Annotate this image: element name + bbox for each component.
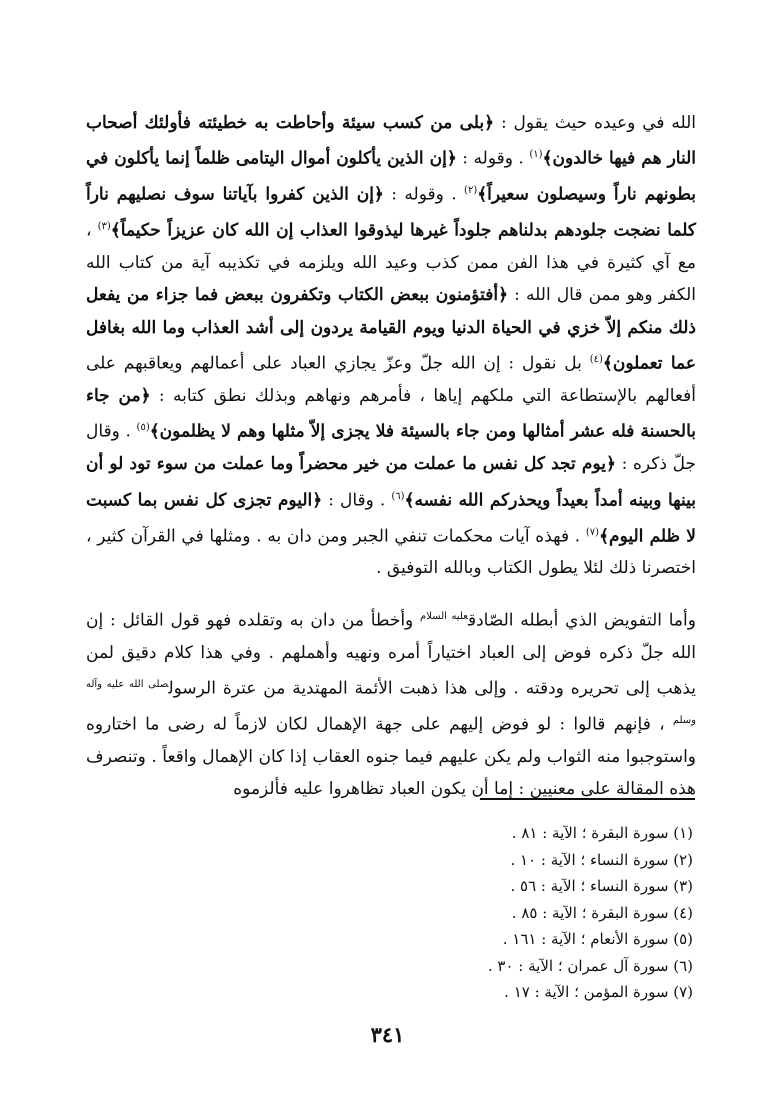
body-paragraph-2 [86,601,696,806]
footnote-5: (٥) سورة الأنعام ؛ الآية : ١٦١ . [502,930,693,948]
footnotes-list [353,820,693,1006]
footnote-3: (٣) سورة النساء ؛ الآية : ٥٦ . [510,877,693,895]
footnote-marker: صلى الله عليه وآله وسلم [86,679,696,727]
text-run: . وقوله : [456,148,530,169]
footnote-marker: (٤) [589,354,603,366]
quran-verse: ﴿يوم تجد كل نفس ما عملت من خير محضراً وما عملت من سوء تود لو أن بينها وبينه أمداً بعيداً ويحذركم الله نفسه﴾ [86,454,696,511]
quran-verse: ﴿بلى من كسب سيئة وأحاطت به خطيئته فأولئك أصحاب النار هم فيها خالدون﴾ [86,113,696,169]
footnote-marker: (٦) [391,490,405,502]
quran-verse: ﴿أفتؤمنون ببعض الكتاب وتكفرون ببعض فما جزاء من يفعل ذلك منكم إلاّ خزي في الحياة الدنيا ويوم القيامة يردون إلى أشد العذاب وما الله بغافل عما تعملون﴾ [86,285,696,374]
footnote-marker: عليه السلام [420,611,468,622]
text-run: . وقال : [322,490,392,511]
quran-verse: ﴿من جاء بالحسنة فله عشر أمثالها ومن جاء بالسيئة فلا يجزى إلاّ مثلها وهم لا يظلمون﴾ [86,386,696,442]
footnote-marker: (٥) [136,422,150,434]
footnote-7: (٧) سورة المؤمن ؛ الآية : ١٧ . [504,983,693,1001]
footnote-4: (٤) سورة البقرة ؛ الآية : ٨٥ . [511,903,693,922]
text-run: الله في وعيده حيث يقول : [494,113,696,133]
text-run: وأما التفويض الذي أبطله الصّادق [467,610,696,631]
quran-verse: ﴿إن الذين كفروا بآياتنا سوف نصليهم ناراً كلما نضجت جلودهم بدلناهم جلوداً غيرها ليذوقوا العذاب إن الله كان عزيزاً حكيماً﴾ [86,184,696,241]
text-run: وأخطأ من دان به وتقلده فهو قول القائل : إن الله جلّ ذكره فوض إلى العباد اختياراً أمره ونهيه وأهملهم . وفي هذا كلام دقيق لمن يذهب إلى تحريره ودقته . وإلى هذا ذهبت الأئمة المهتدية من عترة الرسول [86,610,696,699]
footnote-6: (٦) سورة آل عمران ؛ الآية : ٣٠ . [487,956,693,975]
body-paragraph-1 [86,107,696,585]
text-run: بل نقول : إن الله جلّ وعزّ يجازي العباد على أعمالهم ويعاقبهم على أفعالهم بالإستطاعة التي ملكهم إياها ، فأمرهم ونهاهم وبذلك نطق كتابه : [86,353,696,406]
footnote-divider [480,798,695,800]
footnote-1: (١) سورة البقرة ؛ الآية : ٨١ . [511,824,693,842]
text-run: . فهذه آيات محكمات تنفي الجبر ومن دان به . ومثلها في القرآن كثير ، اختصرنا ذلك لئلا يطول الكتاب وبالله التوفيق . [86,526,696,579]
text-run: ، مع آي كثيرة في هذا الفن ممن كذب وعيد الله ويلزمه في تكذيبه آية من كتاب الله الكفر وهو ممن قال الله : [86,220,696,306]
text-run: . وقوله : [383,184,465,205]
text-run: ، فإنهم قالوا : لو فوض إليهم على جهة الإهمال لكان لازماً له رضى ما اختاروه واستوجبوا منه الثواب ولم يكن عليهم فيما جنوه العقاب إذا كان الإهمال واقعاً . وتنصرف هذه المقالة على معنيين : إما أن يكون العباد تظاهروا عليه فألزموه [86,714,696,800]
footnote-marker: (١) [529,149,543,161]
page-number: ٣٤١ [370,1022,405,1047]
text-run: . وقال جلّ ذكره : [86,421,696,475]
footnote-marker: (٣) [97,221,111,233]
footnote-marker: (٢) [464,185,478,197]
footnote-2: (٢) سورة النساء ؛ الآية : ١٠ . [510,850,693,869]
footnote-marker: (٧) [585,526,600,538]
quran-verse: ﴿اليوم تجزى كل نفس بما كسبت لا ظلم اليوم﴾ [86,490,696,547]
quran-verse: ﴿إن الذين يأكلون أموال اليتامى ظلماً إنما يأكلون في بطونهم ناراً وسيصلون سعيراً﴾ [86,148,696,205]
